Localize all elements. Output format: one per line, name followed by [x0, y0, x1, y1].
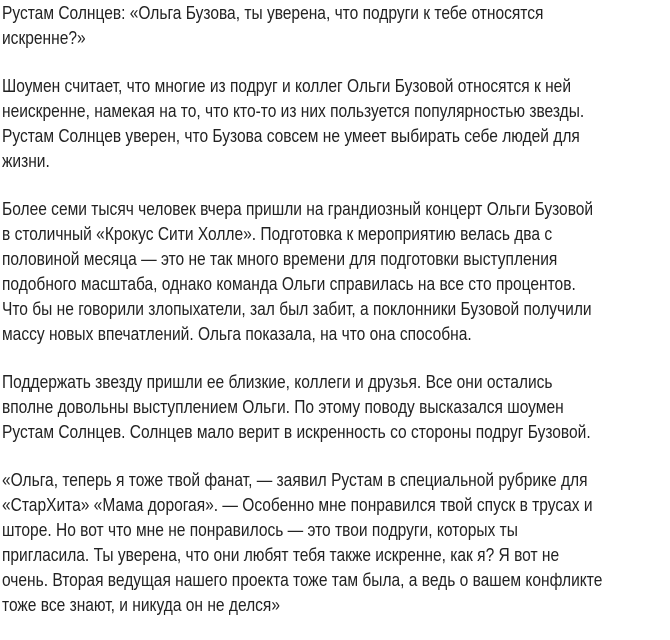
- quote-paragraph: [2, 467, 670, 617]
- text-line: Шоумен считает, что многие из подруг и коллег Ольги Бузовой относятся к ней: [2, 75, 572, 96]
- text-line: Рустам Солнцев: «Ольга Бузова, ты уверена, что подруги к тебе относятся: [2, 2, 544, 23]
- paragraph: [2, 73, 670, 173]
- text-line: Поддержать звезду пришли ее близкие, коллеги и друзья. Все они остались: [2, 371, 553, 392]
- text-line: шторе. Но вот что мне не понравилось — это твои подруги, которых ты: [2, 519, 518, 540]
- paragraph: [2, 196, 670, 346]
- text-line: жизни.: [2, 150, 50, 171]
- text-line: подобного масштаба, однако команда Ольги справилась на все сто процентов.: [2, 273, 576, 294]
- text-line: Рустам Солнцев. Солнцев мало верит в искренность со стороны подруг Бузовой.: [2, 421, 591, 442]
- text-line: искренне?»: [2, 27, 86, 48]
- text-line: половиной месяца — это не так много времени для подготовки выступления: [2, 248, 558, 269]
- text-line: очень. Вторая ведущая нашего проекта тоже там была, а ведь о вашем конфликте: [2, 569, 603, 590]
- text-line: Более семи тысяч человек вчера пришли на грандиозный концерт Ольги Бузовой: [2, 198, 594, 219]
- paragraph: [2, 369, 670, 444]
- text-line: тоже все знают, и никуда он не делся»: [2, 594, 280, 615]
- text-line: «СтарХита» «Мама дорогая». — Особенно мне понравился твой спуск в трусах и: [2, 494, 593, 515]
- article-body: [2, 0, 670, 640]
- text-line: пригласила. Ты уверена, что они любят тебя также искренне, как я? Я вот не: [2, 544, 560, 565]
- text-line: в столичный «Крокус Сити Холле». Подготовка к мероприятию велась два с: [2, 223, 553, 244]
- text-line: неискренне, намекая на то, что кто-то из них пользуется популярностью звезды.: [2, 100, 585, 121]
- text-line: массу новых впечатлений. Ольга показала, на что она способна.: [2, 323, 472, 344]
- text-line: Рустам Солнцев уверен, что Бузова совсем не умеет выбирать себе людей для: [2, 125, 580, 146]
- article-title: [2, 0, 670, 50]
- text-line: вполне довольны выступлением Ольги. По этому поводу высказался шоумен: [2, 396, 564, 417]
- text-line: Что бы не говорили злопыхатели, зал был забит, а поклонники Бузовой получили: [2, 298, 592, 319]
- text-line: «Ольга, теперь я тоже твой фанат, — заявил Рустам в специальной рубрике для: [2, 469, 588, 490]
